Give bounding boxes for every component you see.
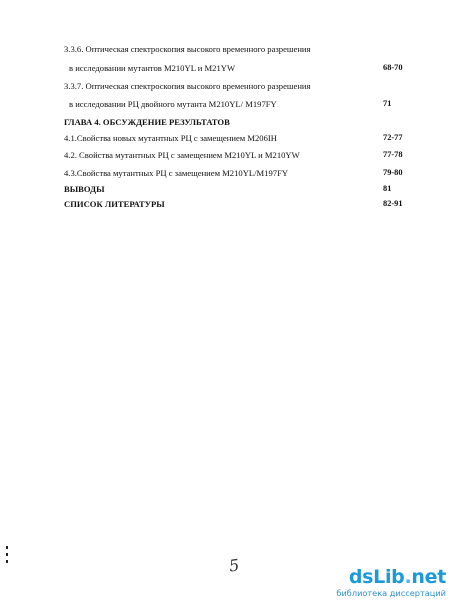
toc-entry-pages: 71 <box>383 99 392 108</box>
toc-entry-title: 3.3.6. Оптическая спектроскопия высокого временного разрешения <box>64 44 311 54</box>
toc-entry <box>0 61 450 75</box>
toc-entry-title: СПИСОК ЛИТЕРАТУРЫ <box>64 199 165 209</box>
watermark-logo-main: dsLib <box>348 566 405 588</box>
toc-entry-title: в исследовании РЦ двойного мутанта M210YL/ M197FY <box>69 99 277 109</box>
toc-entry-pages: 79-80 <box>383 168 403 177</box>
toc-entry-title: 4.2. Свойства мутантных РЦ с замещением M210YL и M210YW <box>64 150 300 160</box>
toc-entry <box>0 79 450 93</box>
dslib-watermark <box>316 567 446 607</box>
scan-artifact-mark <box>5 546 9 566</box>
toc-entry-pages: 68-70 <box>383 63 403 72</box>
toc-entry-pages: 77-78 <box>383 150 403 159</box>
toc-entry <box>0 148 450 162</box>
toc-chapter-heading <box>0 115 450 129</box>
toc-entry <box>0 182 450 196</box>
toc-entry-title: 3.3.7. Оптическая спектроскопия высокого временного разрешения <box>64 81 311 91</box>
toc-entry-pages: 81 <box>383 184 392 193</box>
toc-entry <box>0 42 450 56</box>
watermark-logo <box>316 567 446 587</box>
watermark-subtitle: библиотека диссертаций <box>336 588 446 598</box>
page-number: 5 <box>227 555 241 576</box>
toc-entry-title: в исследовании мутантов M210YL и M21YW <box>69 63 236 73</box>
toc-entry-title: 4.3.Свойства мутантных РЦ с замещением M210YL/M197FY <box>64 168 289 178</box>
watermark-logo-dot: . <box>404 566 412 588</box>
toc-entry-pages: 82-91 <box>383 199 403 208</box>
toc-entry <box>0 197 450 211</box>
toc-entry <box>0 97 450 111</box>
toc-entry-title: ВЫВОДЫ <box>64 184 105 194</box>
toc-entry-pages: 72-77 <box>383 133 403 142</box>
watermark-logo-tld: net <box>411 566 446 588</box>
toc-entry-title: ГЛАВА 4. ОБСУЖДЕНИЕ РЕЗУЛЬТАТОВ <box>64 117 230 127</box>
toc-entry-title: 4.1.Свойства новых мутантных РЦ с замещением M206IH <box>64 133 277 143</box>
toc-entry <box>0 131 450 145</box>
toc-entry <box>0 166 450 180</box>
